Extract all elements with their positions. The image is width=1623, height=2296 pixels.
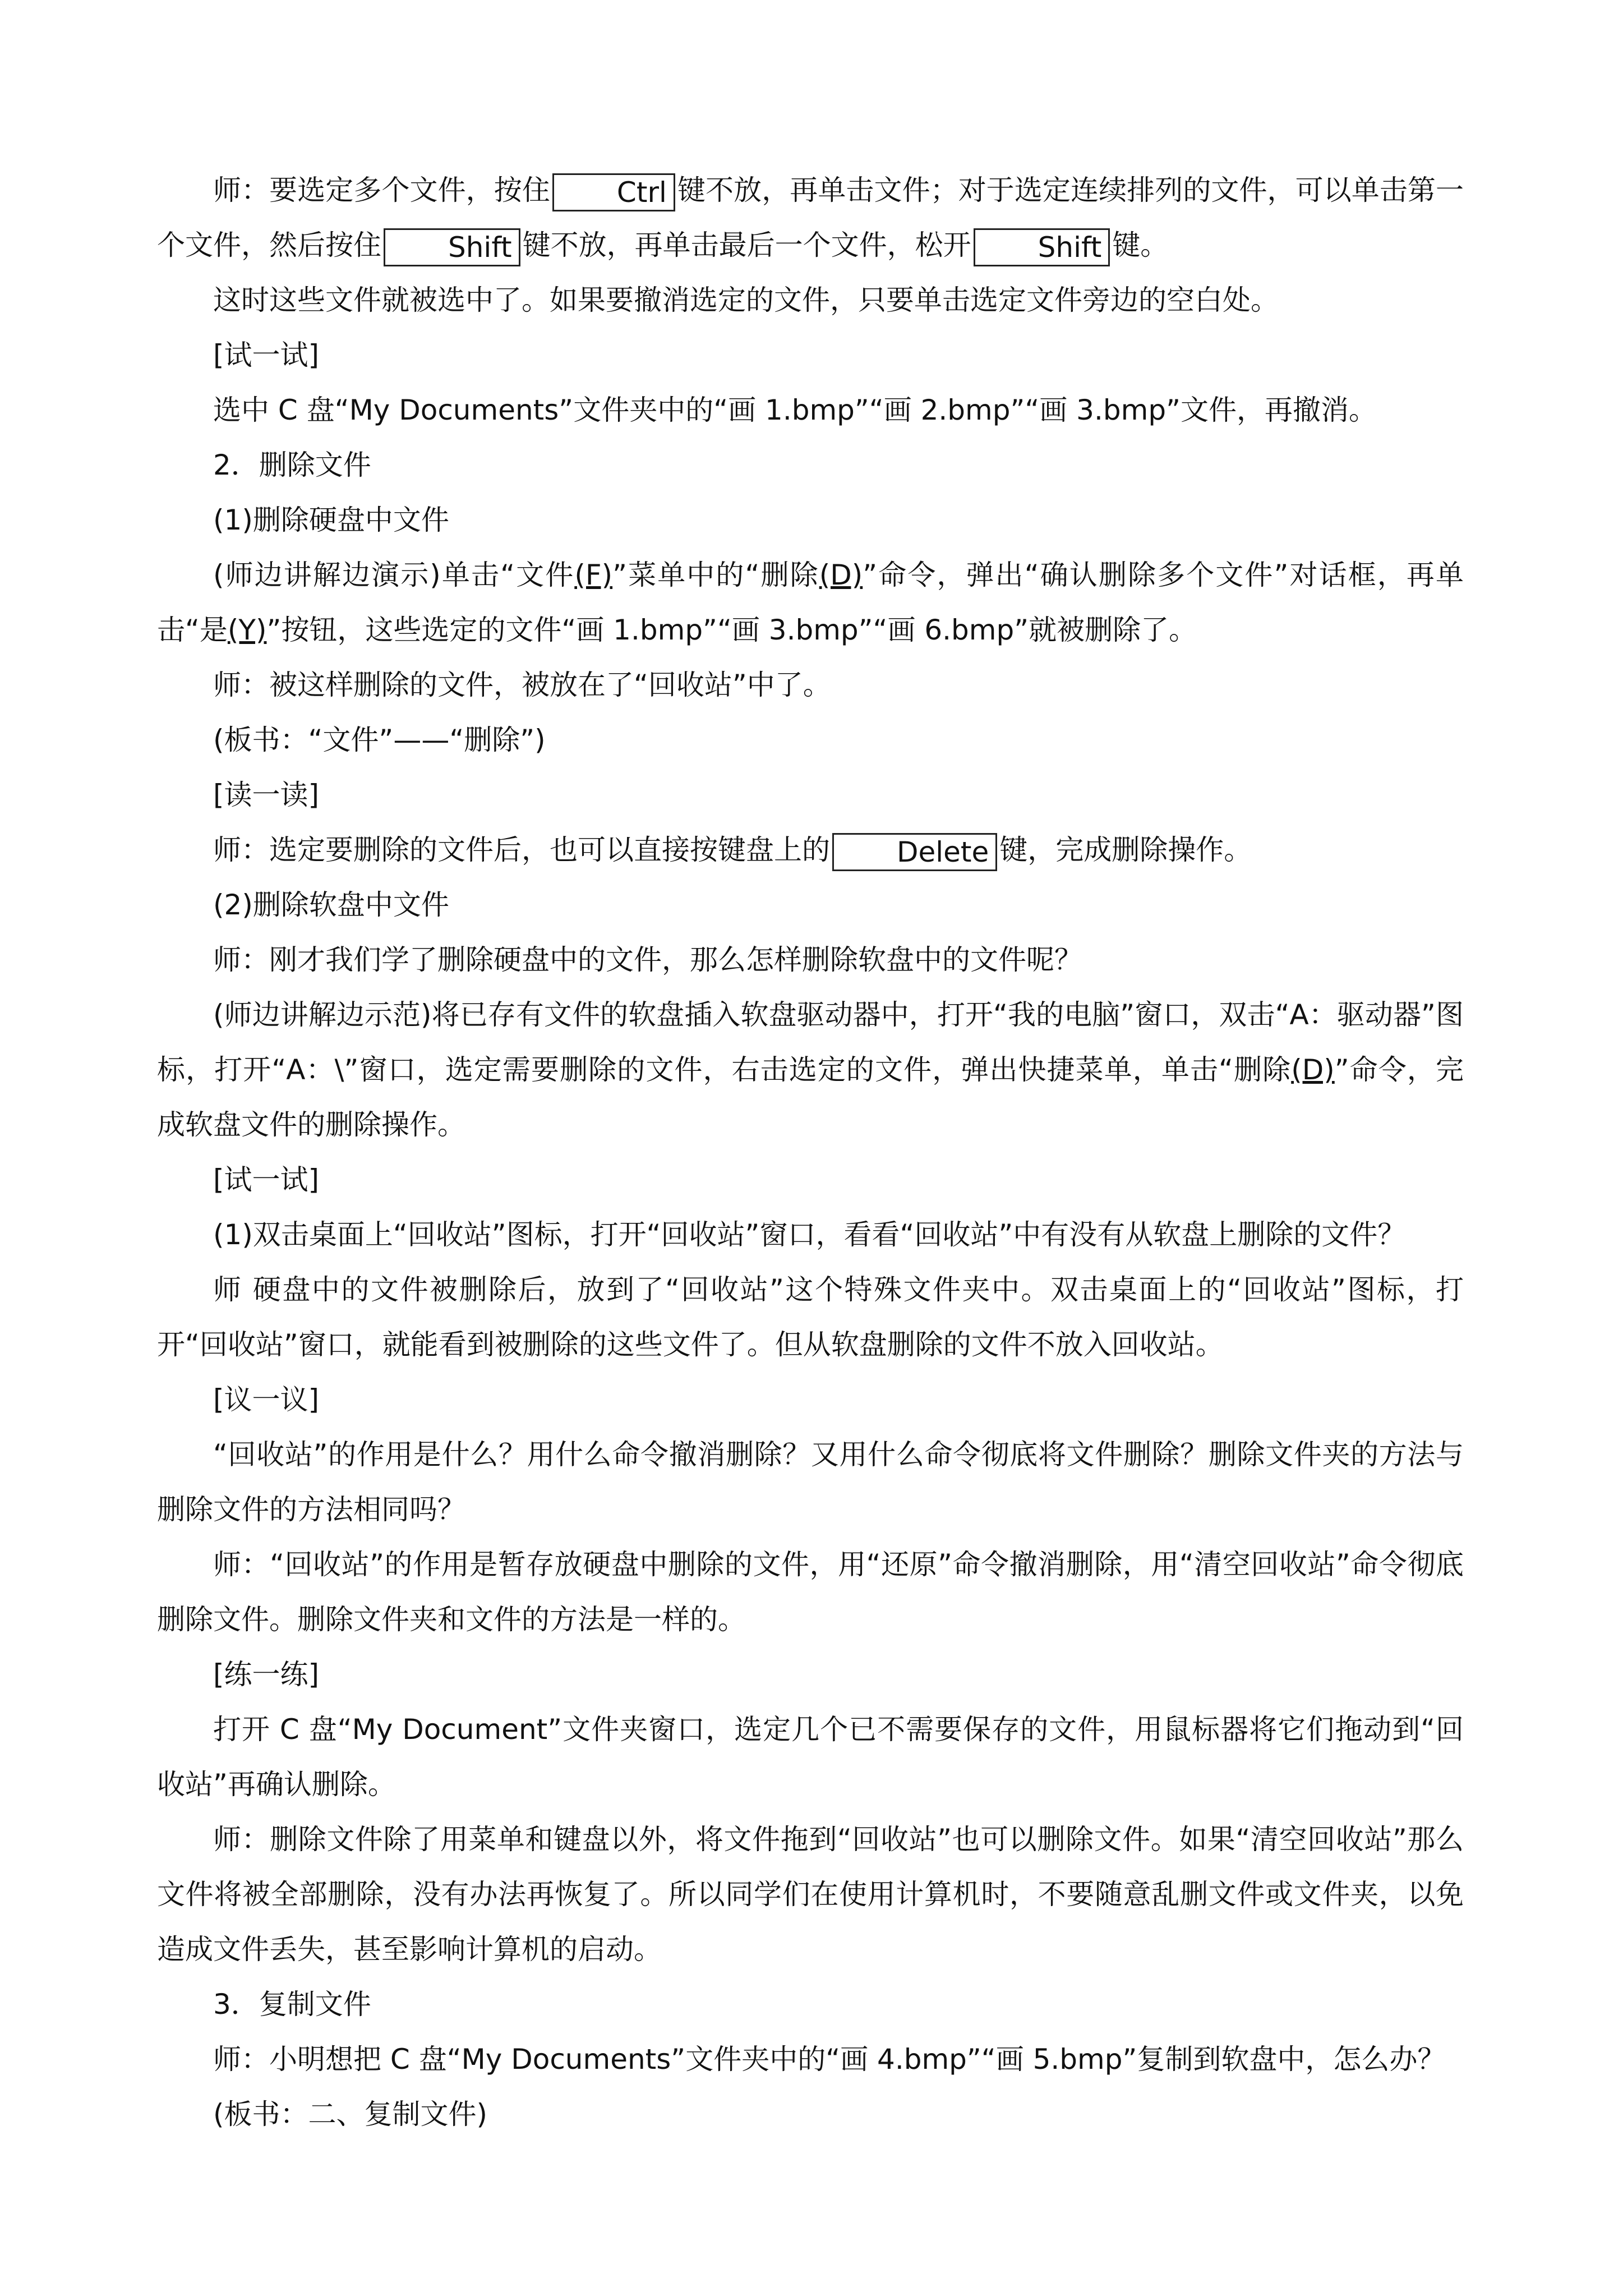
- shift-key-label: Shift: [384, 228, 520, 266]
- text: ”菜单中的“删除: [612, 559, 819, 591]
- shift-key-label: Shift: [974, 228, 1110, 266]
- paragraph: 师：“回收站”的作用是暂存放硬盘中删除的文件，用“还原”命令撤消删除，用“清空回收站”命令彻底删除文件。删除文件夹和文件的方法是一样的。: [157, 1548, 1464, 1636]
- section-heading-practice: [练一练]: [213, 1658, 320, 1691]
- paragraph-delete-key: [157, 822, 1464, 877]
- text: 师：选定要删除的文件后，也可以直接按键盘上的: [213, 834, 830, 866]
- shortcut-underline: (Y): [227, 614, 267, 646]
- paragraph-floppy-demo: [157, 987, 1464, 1152]
- text: ”命令，弹出“确认删除多个文件”对话框，再单击“是: [157, 559, 1464, 646]
- paragraph: (1)双击桌面上“回收站”图标，打开“回收站”窗口，看看“回收站”中有没有从软盘上删除的文件？: [213, 1218, 1406, 1251]
- paragraph: 师 硬盘中的文件被删除后，放到了“回收站”这个特殊文件夹中。双击桌面上的“回收站”图标，打开“回收站”窗口，就能看到被删除的这些文件了。但从软盘删除的文件不放入回收站。: [157, 1273, 1464, 1361]
- text: 键不放，再单击最后一个文件，松开: [522, 229, 971, 261]
- shortcut-underline: (D): [1291, 1053, 1335, 1086]
- text: 键。: [1112, 229, 1169, 261]
- paragraph: 师：刚才我们学了删除硬盘中的文件，那么怎样删除软盘中的文件呢？: [213, 944, 1082, 976]
- paragraph: “回收站”的作用是什么？用什么命令撤消删除？又用什么命令彻底将文件删除？删除文件夹的方法与删除文件的方法相同吗？: [157, 1438, 1464, 1526]
- section-heading: 3．复制文件: [213, 1988, 371, 2021]
- subsection-heading: (1)删除硬盘中文件: [213, 504, 449, 536]
- shortcut-underline: (F): [574, 559, 613, 591]
- section-heading: 2．删除文件: [213, 449, 371, 481]
- paragraph: 师：被这样删除的文件，被放在了“回收站”中了。: [213, 669, 831, 701]
- document-body: [157, 163, 1464, 2142]
- section-heading-try: [试一试]: [213, 339, 320, 371]
- text: ”按钮，这些选定的文件“画 1.bmp”“画 3.bmp”“画 6.bmp”就被删除了。: [266, 614, 1197, 646]
- text: (师边讲解边演示)单击“文件: [213, 559, 575, 591]
- section-heading-discuss: [议一议]: [213, 1383, 320, 1416]
- text: 师：要选定多个文件，按住: [213, 174, 550, 206]
- paragraph-select-multiple: [157, 163, 1464, 273]
- section-heading-read: [读一读]: [213, 779, 320, 811]
- paragraph-delete-demo: [157, 547, 1464, 657]
- text: ”命令，完成软盘文件的删除操作。: [157, 1053, 1464, 1141]
- text: (师边讲解边示范)将已存有文件的软盘插入软盘驱动器中，打开“我的电脑”窗口，双击“A：驱动器”图标，打开“A：\”窗口，选定需要删除的文件，右击选定的文件，弹出快捷菜单，单击“删除: [157, 999, 1464, 1086]
- paragraph: 师：小明想把 C 盘“My Documents”文件夹中的“画 4.bmp”“画 5.bmp”复制到软盘中，怎么办？: [213, 2043, 1446, 2076]
- subsection-heading: (2)删除软盘中文件: [213, 889, 449, 921]
- shortcut-underline: (D): [819, 559, 863, 591]
- section-heading-try: [试一试]: [213, 1163, 320, 1196]
- paragraph: (板书：“文件”——“删除”): [213, 724, 546, 756]
- paragraph: 选中 C 盘“My Documents”文件夹中的“画 1.bmp”“画 2.bmp”“画 3.bmp”文件，再撤消。: [213, 394, 1377, 426]
- ctrl-key-label: Ctrl: [552, 173, 675, 211]
- delete-key-label: Delete: [832, 833, 997, 871]
- text: 键不放，再单击文件；对于选定连续排列的文件，可以单击第一个文件，然后按住: [157, 174, 1464, 261]
- paragraph: 师：删除文件除了用菜单和键盘以外，将文件拖到“回收站”也可以删除文件。如果“清空回收站”那么文件将被全部删除，没有办法再恢复了。所以同学们在使用计算机时，不要随意乱删文件或文件夹，以免造成文件丢失，甚至影响计算机的启动。: [157, 1823, 1464, 1966]
- paragraph: 打开 C 盘“My Document”文件夹窗口，选定几个已不需要保存的文件，用鼠标器将它们拖动到“回收站”再确认删除。: [157, 1713, 1464, 1801]
- paragraph: (板书：二、复制文件): [213, 2098, 488, 2131]
- text: 键，完成删除操作。: [999, 834, 1252, 866]
- paragraph: 这时这些文件就被选中了。如果要撤消选定的文件，只要单击选定文件旁边的空白处。: [213, 284, 1279, 316]
